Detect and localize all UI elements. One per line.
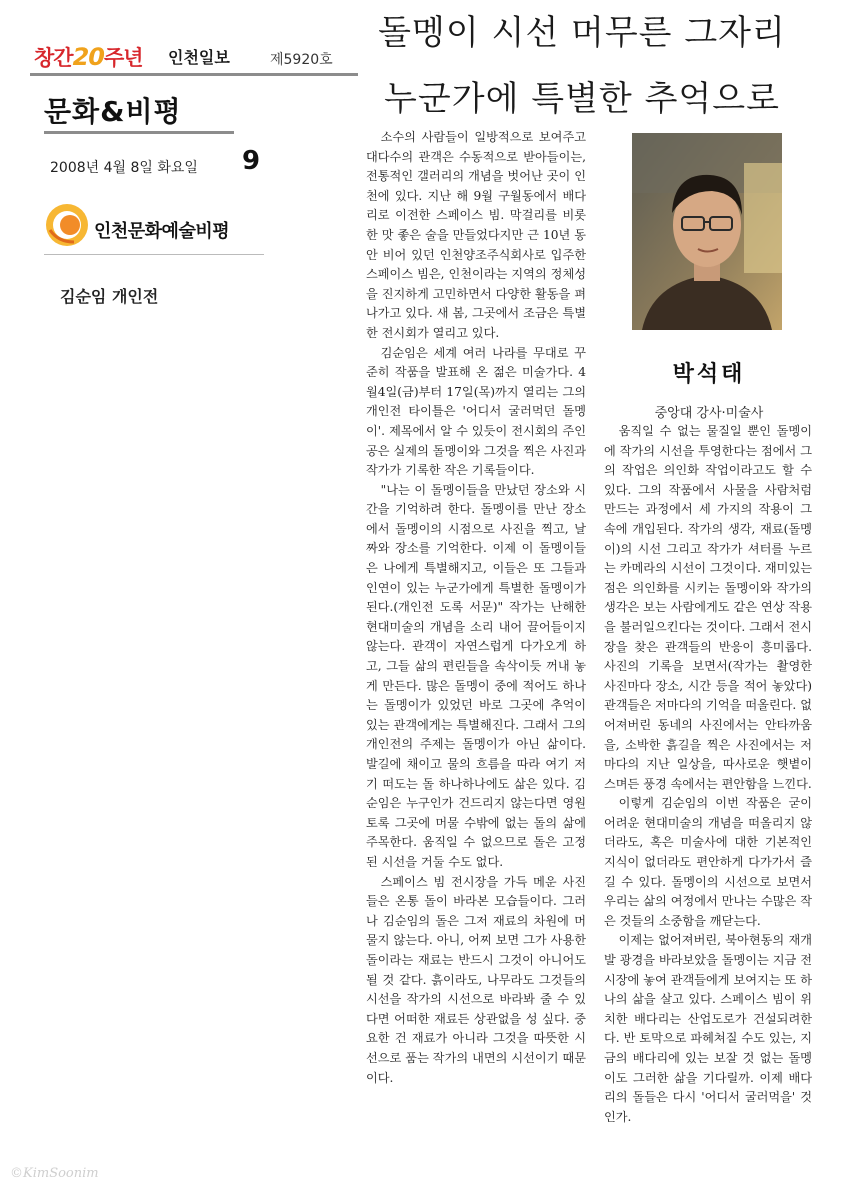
headline-line-2: 누군가에 특별한 추억으로 [384,79,780,119]
section-rule [44,131,234,134]
paragraph: 이제는 없어져버린, 북아현동의 재개발 광경을 바라보았을 돌멩이는 지금 전시장에 놓여 관객들에게 보여지는 또 하나의 삶을 살고 있다. 스페이스 빔이 위치한 배다리는 산업도로가 건설되려한다. 반 토막으로 파헤쳐질 수도 있는, 지금의 배다리에 있는 보잘 것 없는 돌멩이도 그러한 삶을 기다릴까. 이제 배다리의 돌들은 다시 '어디서 굴러먹을' 것인가. [604,933,812,1124]
watermark: ©KimSoonim [10,1166,99,1181]
series-logo-icon [44,202,90,248]
paragraph: 김순임은 세계 여러 나라를 무대로 꾸준히 작품을 발표해 온 젊은 미술가다. 4월4일(금)부터 17일(목)까지 열리는 그의 개인전 타이틀은 '어디서 굴러먹던 돌멩이'. 제목에서 알 수 있듯이 전시회의 주인공은 실제의 돌멩이와 그것을 찍은 사진과 작가가 기록한 작은 기록들이다. [366,345,586,478]
issue-number: 제5920호 [270,52,333,68]
article-column-1 [366,128,586,1178]
anniversary-logo [34,42,143,72]
headline-line-1: 돌멩이 시선 머무른 그자리 [378,13,786,53]
author-name: 박석태 [672,362,746,387]
series-rule [44,254,264,255]
section-title: 문화&비평 [44,95,182,128]
anniversary-suffix: 주년 [103,46,143,70]
paragraph: 소수의 사람들이 일방적으로 보여주고 대다수의 관객은 수동적으로 받아들이는, 전통적인 갤러리의 개념을 벗어난 곳이 인천에 있다. 지난 해 9월 구월동에서 배다리로 이전한 스페이스 빔. 막걸리를 비롯한 맛 좋은 술을 만들었다지만 근 10년 동안 비어 있던 인천양조주식회사로 입주한 스페이스 빔은, 인천이라는 지역의 정체성을 진지하게 고민하면서 다양한 활동을 펴 나가고 있다. 새 봄, 그곳에서 조금은 특별한 전시회가 열리고 있다. [366,130,586,340]
author-title: 중앙대 강사·미술사 [654,406,764,421]
paragraph: 이렇게 김순임의 이번 작품은 굳이 어려운 현대미술의 개념을 떠올리지 않더라도, 혹은 미술사에 대한 기본적인 지식이 없더라도 편안하게 다가가서 즐길 수 있다. 돌멩이의 시선으로 보면서 우리는 삶의 여정에서 만나는 수많은 작은 것들의 소중함을 깨닫는다. [604,796,812,928]
series-title: 인천문화예술비평 [94,221,230,242]
paragraph: 스페이스 빔 전시장을 가득 메운 사진들은 온통 돌이 바라본 모습들이다. 그러나 김순임의 돌은 그저 재료의 차원에 머물지 않는다. 아니, 어찌 보면 그가 사용한 돌이라는 재료는 반드시 그것이 아니어도 될 것 같다. 흙이라도, 나무라도 그것들의 시선을 작가의 시선으로 바라봐 줄 수 있다면 어떠한 재료든 상관없을 성 싶다. 중요한 건 재료가 아니라 그것을 따뜻한 시선으로 품는 작가의 내면의 시선이기 때문이다. [366,874,586,1085]
article-subject: 김순임 개인전 [60,287,159,306]
author-photo [632,133,782,330]
article-column-2 [604,422,812,1182]
headline [372,0,792,132]
page-number: 9 [242,146,261,176]
masthead-rule [30,73,358,76]
paragraph: 움직일 수 없는 물질일 뿐인 돌멩이에 작가의 시선을 투영한다는 점에서 그의 작업은 의인화 작업이라고도 할 수 있다. 그의 작품에서 사물을 사람처럼 만드는 과정에서 세 가지의 작용이 그 속에 개입된다. 작가의 생각, 재료(돌멩이)의 시선 그리고 작가가 셔터를 누르는 카메라의 시선이 그것이다. 재미있는 점은 의인화를 시키는 돌멩이와 작가의 생각은 보는 사람에게도 같은 연상 작용을 불러일으킨다는 것이다. 그래서 전시장을 찾은 관객들의 반응이 흥미롭다. 사진의 기록을 보면서(작가는 촬영한 사진마다 장소, 시간 등을 적어 놓았다) 관객들은 저마다의 기억을 떠올린다. 없어져버린 동네의 사진에서는 안타까움을, 소박한 흙길을 찍은 사진에서는 저마다의 지난 일상을, 따사로운 햇볕이 스며든 풍경 속에서는 편안함을 느낀다. [604,424,812,791]
paper-name: 인천일보 [168,48,230,67]
anniversary-number: 20 [72,43,104,71]
anniversary-prefix: 창간 [34,46,73,70]
issue-date: 2008년 4월 8일 화요일 [50,160,198,176]
paragraph: "나는 이 돌멩이들을 만났던 장소와 시간을 기억하려 한다. 돌멩이를 만난 장소에서 돌멩이의 시점으로 사진을 찍고, 날짜와 장소를 기억한다. 이제 이 돌멩이들은 나에게 특별해지고, 이들은 또 그들과 인연이 있는 누군가에게 특별한 돌멩이가 된다.(개인전 도록 서문)" 작가는 난해한 현대미술의 개념을 소리 내어 끌어들이지 않는다. 관객이 자연스럽게 다가오게 하고, 그들 삶의 편린들을 속삭이듯 꺼내 놓게 만든다. 많은 돌멩이 중에 적어도 하나는 돌멩이가 있었던 바로 그곳에 추억이 있는 관객에게는 특별해진다. 그래서 그의 개인전의 주제는 돌멩이가 아닌 삶이다. 발길에 채이고 물의 흐름을 따라 여기 저기 떠도는 돌 하나하나에도 삶은 있다. 김순임은 누구인가 건드리지 않는다면 영원토록 그곳에 머물 수밖에 없는 돌의 삶에 주목한다. 움직일 수 없으므로 돌은 고정된 시선을 거둘 수도 없다. [366,482,586,869]
